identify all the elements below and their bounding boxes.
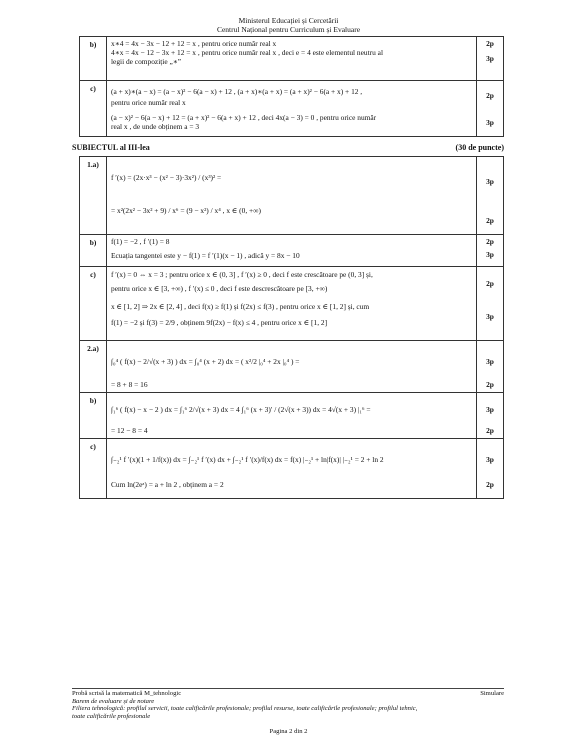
item-label: b) [80,393,107,439]
points: 2p [486,39,494,48]
solution-cell [107,235,477,267]
footer-exam: Probă scrisă la matematică M_tehnologic [72,690,182,697]
points: 2p [486,237,494,246]
solution-line: (a − x)² − 6(a − x) + 12 = (a + x)² − 6(a + x) + 12 , deci 4x(a − 3) = 0 , pentru orice număr [111,113,377,122]
footer-session: Simulare [480,690,504,697]
solution-line: f ′(x) = 0 ⇔ x = 3 ; pentru orice x ∈ (0, 3] , f ′(x) ≥ 0 , deci f este crescătoare pe (0, 3] și, [111,270,373,279]
solution-cell [107,267,477,341]
points: 2p [486,91,494,100]
points: 3p [486,405,494,414]
points: 3p [486,118,494,127]
solution-line: = x²(2x² − 3x² + 9) / x⁶ = (9 − x²) / x⁴ , x ∈ (0, +∞) [111,206,261,215]
table-row [80,81,504,137]
solution-cell [107,341,477,393]
points-cell [477,37,504,81]
solution-line: f ′(x) = (2x·x³ − (x² − 3)·3x²) / (x³)² = [111,173,222,182]
points: 2p [486,279,494,288]
item-label: c) [80,267,107,341]
table-row [80,235,504,267]
points: 3p [486,54,494,63]
subject-points: (30 de puncte) [455,143,504,152]
solution-cell [107,81,477,137]
item-label: b) [80,235,107,267]
footer-profile-cont: toate calificările profesionale [72,712,151,720]
solution-line: = 8 + 8 = 16 [111,380,148,389]
table-row [80,393,504,439]
points: 3p [486,177,494,186]
footer-barem: Barem de evaluare și de notare [72,697,155,705]
subject-three-table [79,156,504,499]
table-row [80,157,504,235]
points-cell [477,393,504,439]
table-row [80,439,504,499]
subject-title: SUBIECTUL al III-lea [72,143,150,152]
item-label: 2.a) [80,341,107,393]
points: 3p [486,455,494,464]
solution-line: legii de compoziție „∗” [111,57,182,66]
solution-line: pentru orice număr real x [111,98,186,107]
solution-line: Cum ln(2eᵃ) = a + ln 2 , obținem a = 2 [111,480,224,489]
points: 2p [486,426,494,435]
points-cell [477,439,504,499]
solution-line: = 12 − 8 = 4 [111,426,148,435]
points-cell [477,341,504,393]
solution-line: ∫₋₂¹ f ′(x)(1 + 1/f(x)) dx = ∫₋₂¹ f ′(x) dx + ∫₋₂¹ f ′(x)/f(x) dx = f(x) |₋₂¹ + ln|f(x)| |₋₂¹ = 2 + ln 2 [111,455,384,464]
page-footer [72,690,504,720]
ministry-name: Ministerul Educației și Cercetării [238,16,339,25]
solution-line: Ecuația tangentei este y − f(1) = f ′(1)(x − 1) , adică y = 8x − 10 [111,251,300,260]
points: 2p [486,380,494,389]
solution-line: f(1) = −2 și f(3) = 2/9 , obținem 9f(2x) − f(x) ≤ 4 , pentru orice x ∈ [1, 2] [111,318,328,327]
points-cell [477,235,504,267]
table-row [80,341,504,393]
subject-two-table [79,36,504,137]
points: 2p [486,216,494,225]
table-row [80,267,504,341]
solution-cell [107,37,477,81]
points-cell [477,267,504,341]
points: 3p [486,357,494,366]
page-header [0,16,577,34]
solution-line: (a + x)∗(a − x) = (a − x)² − 6(a − x) + 12 , (a + x)∗(a + x) = (a + x)² − 6(a + x) + 12 , [111,87,363,96]
points: 3p [486,312,494,321]
solution-cell [107,157,477,235]
points: 2p [486,480,494,489]
item-label: c) [80,439,107,499]
subject-heading [72,143,504,152]
solution-line: x∗4 = 4x − 3x − 12 + 12 = x , pentru orice număr real x [111,39,277,48]
points-cell [477,157,504,235]
solution-line: pentru orice x ∈ [3, +∞) , f ′(x) ≤ 0 , deci f este descrescătoare pe [3, +∞) [111,284,328,293]
solution-line: ∫₀⁴ ( f(x) − 2/√(x + 3) ) dx = ∫₀⁴ (x + 2) dx = ( x²/2 |₀⁴ + 2x |₀⁴ ) = [111,357,300,366]
solution-cell [107,393,477,439]
item-label: b) [80,37,107,81]
item-label: c) [80,81,107,137]
table-row [80,37,504,81]
solution-line: ∫₁⁶ ( f(x) − x − 2 ) dx = ∫₁⁶ 2/√(x + 3) dx = 4 ∫₁⁶ (x + 3)′ / (2√(x + 3)) dx = 4√(x + 3) |₁⁶ = [111,405,371,414]
page-number: Pagina 2 din 2 [269,728,308,735]
solution-line: x ∈ [1, 2] ⇒ 2x ∈ [2, 4] , deci f(x) ≥ f(1) și f(2x) ≤ f(3) , pentru orice x ∈ [1, 2] și, cum [111,302,370,311]
points-cell [477,81,504,137]
item-label: 1.a) [80,157,107,235]
center-name: Centrul Național pentru Curriculum și Evaluare [216,25,361,34]
points: 3p [486,250,494,259]
footer-profile: Filiera tehnologică: profilul servicii, toate calificările profesionale; profilul resurse, toate calificările profesionale; profilul tehnic, [72,705,418,713]
solution-cell [107,439,477,499]
solution-line: f(1) = −2 , f ′(1) = 8 [111,237,170,246]
footer-divider [72,688,504,689]
solution-line: real x , de unde obținem a = 3 [111,122,200,131]
solution-line: 4∗x = 4x − 12 − 3x + 12 = x , pentru orice număr real x , deci e = 4 este elementul neutru al [111,48,383,57]
